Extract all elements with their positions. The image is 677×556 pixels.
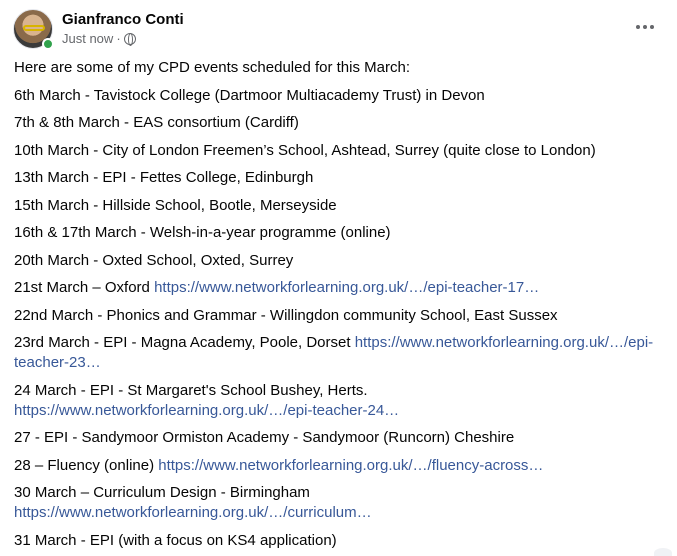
event-item (14, 333, 664, 373)
event-item (14, 456, 664, 476)
event-item (14, 223, 664, 243)
event-text: 23rd March - EPI - Magna Academy, Poole, Dorset (14, 334, 355, 351)
event-item (14, 86, 664, 106)
event-item (14, 381, 664, 421)
event-item (14, 306, 664, 326)
event-link[interactable]: https://www.networkforlearning.org.uk/…/epi-teacher-24… (14, 401, 400, 419)
event-item (14, 531, 664, 551)
more-dot-icon (643, 25, 647, 29)
more-options-button[interactable] (633, 17, 657, 37)
event-text: 30 March – Curriculum Design - Birmingham (14, 484, 310, 501)
event-text: 10th March - City of London Freemen’s School, Ashtead, Surrey (quite close to London) (14, 141, 596, 159)
event-item (14, 278, 664, 298)
event-text: 28 – Fluency (online) (14, 456, 159, 474)
online-status-dot (42, 38, 54, 50)
event-text: 27 - EPI - Sandymoor Ormiston Academy - Sandymoor (Runcorn) Cheshire (14, 429, 515, 446)
event-text: 31 March - EPI (with a focus on KS4 application) (14, 531, 337, 549)
event-link[interactable]: https://www.networkforlearning.org.uk/…/epi-teacher-17… (154, 279, 540, 296)
globe-icon[interactable] (124, 33, 136, 45)
event-link[interactable]: https://www.networkforlearning.org.uk/…/epi-teacher-23… (14, 334, 654, 371)
event-text: 7th & 8th March - EAS consortium (Cardiff) (14, 114, 299, 131)
event-link[interactable]: https://www.networkforlearning.org.uk/…/curriculum… (14, 504, 372, 521)
post-timestamp[interactable]: Just now (62, 31, 114, 46)
avatar-glasses (23, 25, 45, 31)
event-link[interactable]: https://www.networkforlearning.org.uk/…/fluency-across… (158, 456, 544, 474)
event-item (14, 113, 664, 133)
post-header (13, 9, 663, 49)
event-text: 13th March - EPI - Fettes College, Edinburgh (14, 169, 314, 186)
event-text: 22nd March - Phonics and Grammar - Willingdon community School, East Sussex (14, 306, 558, 324)
post-intro: Here are some of my CPD events scheduled for this March: (14, 59, 410, 76)
event-text: 6th March - Tavistock College (Dartmoor Multiacademy Trust) in Devon (14, 86, 485, 104)
avatar-container[interactable] (13, 9, 53, 49)
event-text: 15th March - Hillside School, Bootle, Merseyside (14, 196, 337, 214)
event-item (14, 196, 664, 216)
event-item (14, 483, 664, 523)
post-meta (62, 31, 136, 46)
event-text: 21st March – Oxford (14, 279, 155, 296)
author-name[interactable]: Gianfranco Conti (62, 11, 184, 28)
meta-separator: · (116, 31, 121, 46)
more-dot-icon (650, 25, 654, 29)
event-item (14, 141, 664, 161)
event-item (14, 428, 664, 448)
event-item (14, 168, 664, 188)
post-body (14, 58, 664, 556)
event-text: 20th March - Oxted School, Oxted, Surrey (14, 251, 294, 269)
more-dot-icon (636, 25, 640, 29)
event-list (14, 86, 664, 551)
event-text: 24 March - EPI - St Margaret's School Bushey, Herts. (14, 381, 368, 399)
event-text: 16th & 17th March - Welsh-in-a-year programme (online) (14, 224, 391, 241)
scroll-indicator[interactable] (654, 548, 672, 556)
event-item (14, 251, 664, 271)
